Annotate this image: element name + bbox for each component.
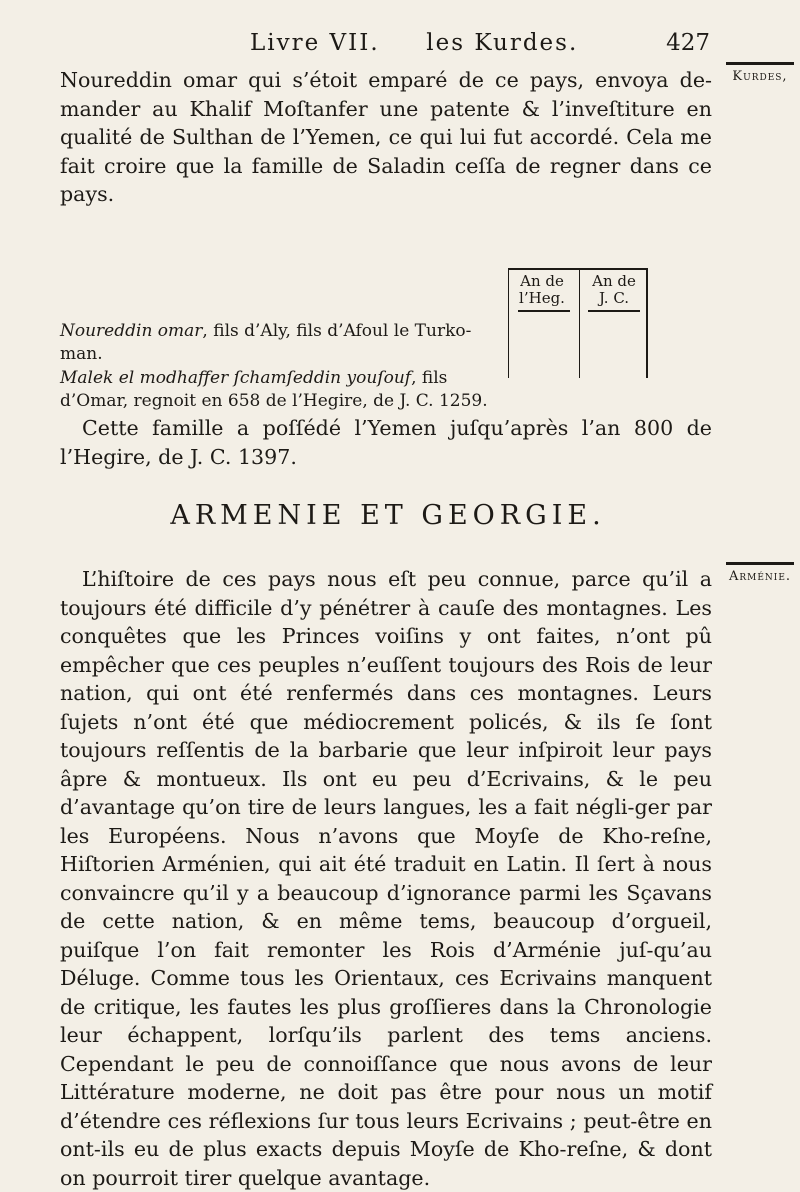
page-number: 427: [666, 30, 710, 56]
table-col-hegira-underline: [518, 310, 570, 312]
table-middle-rule: [579, 270, 580, 378]
chronology-table-header: [508, 268, 648, 380]
paragraph-yemen-text: Noureddin omar qui s’étoit emparé de ce pays, envoya de-mander au Khalif Moſtanfer une patente & l’inveſtiture en qualité de Sulthan de l’Yemen, ce qui lui fut accordé. Cela me fait croire que la famille de Saladin ceſſa de regner dans ce pays.: [60, 68, 712, 206]
ruler-entries: [60, 320, 502, 414]
margin-note-armenie-text: Arménie.: [728, 569, 792, 584]
paragraph-yemen-end: [60, 414, 712, 471]
margin-rule: [726, 562, 794, 565]
margin-rule: [726, 62, 794, 65]
running-head: [250, 30, 710, 56]
ruler-entry: [60, 367, 502, 413]
ruler-entry: [60, 320, 502, 366]
table-col-hegira: An de l’Heg.: [519, 272, 565, 307]
margin-note-kurdes: [720, 62, 800, 84]
section-title: ARMENIE ET GEORGIE.: [170, 500, 606, 531]
ruler-name: Noureddin omar: [60, 321, 203, 341]
table-top-rule: [508, 268, 648, 270]
paragraph-yemen: [60, 66, 712, 209]
ruler-detail: , fils d’Omar, regnoit en 658 de l’Hegire, de J. C. 1259.: [60, 368, 488, 411]
table-col-jc-underline: [588, 310, 640, 312]
paragraph-armenie-text: L’hiſtoire de ces pays nous eſt peu connue, parce qu’il a toujours été difficile d’y pénétrer à cauſe des montagnes. Les conquêtes que les Princes voiſins y ont faites, n’ont pû empêcher que ces peuples n’euſſent toujours des Rois de leur nation, qui ont été renfermés dans ces montagnes. Leurs ſujets n’ont été que médiocrement policés, & ils ſe ſont toujours reſſentis de la barbarie que leur inſpiroit leur pays âpre & montueux. Ils ont eu peu d’Ecrivains, & le peu d’avantage qu’on tire de leurs langues, les a fait négli-ger par les Européens. Nous n’avons que Moyſe de Kho-reſne, Hiſtorien Arménien, qui ait été traduit en Latin. Il ſert à nous convaincre qu’il y a beaucoup d’ignorance parmi les Sçavans de cette nation, & en même tems, beaucoup d’orgueil, puiſque l’on fait remonter les Rois d’Arménie juſ-qu’au Déluge. Comme tous les Orientaux, ces Ecrivains manquent de critique, les fautes les plus groſſieres dans la Chronologie leur échappent, lorſqu’ils parlent des tems anciens. Cependant le peu de connoiſſance que nous avons de leur Littérature moderne, ne doit pas être pour nous un motif d’étendre ces réflexions ſur tous leurs Ecrivains ; peut-être en ont-ils eu de plus exacts depuis Moyſe de Kho-reſne, & dont on pourroit tirer quelque avantage.: [60, 567, 712, 1190]
ruler-name: Malek el modhaffer ſchamſeddin youſouf: [60, 368, 412, 388]
table-col-jc: An de J. C.: [592, 272, 636, 307]
table-left-rule: [508, 270, 509, 378]
running-head-book: Livre VII.: [250, 30, 380, 56]
margin-note-armenie: [720, 562, 800, 584]
paragraph-armenie: [60, 565, 712, 1192]
margin-note-kurdes-text: Kurdes,: [732, 69, 788, 84]
table-right-rule: [646, 270, 648, 378]
ruler-detail: , fils d’Aly, fils d’Afoul le Turko-man.: [60, 321, 472, 364]
paragraph-yemen-end-text: Cette famille a poſſédé l’Yemen juſqu’après l’an 800 de l’Hegire, de J. C. 1397.: [60, 416, 712, 469]
running-head-section: les Kurdes.: [426, 30, 579, 56]
